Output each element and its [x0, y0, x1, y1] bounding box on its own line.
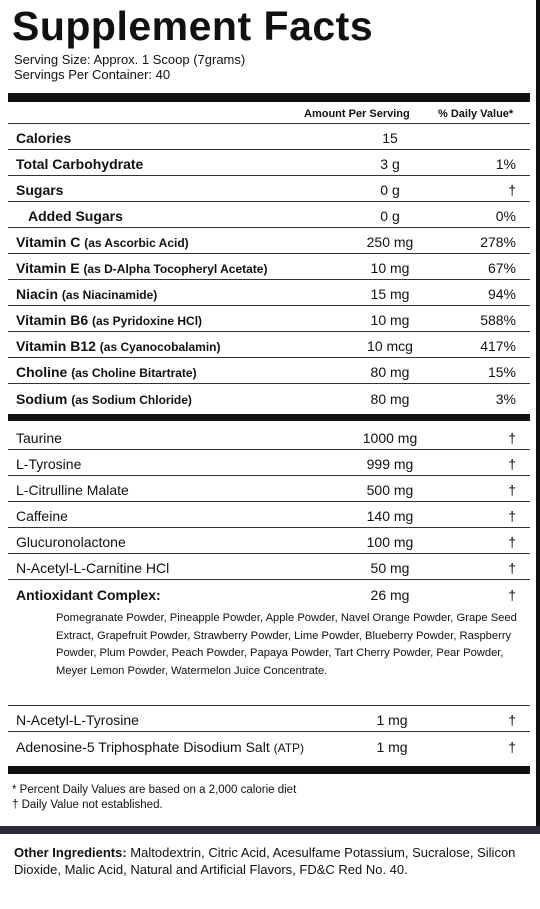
nutrient-row [8, 254, 530, 280]
nutrient-dv: 0% [495, 208, 516, 224]
other-ingredients-text: Maltodextrin, Citric Acid, Acesulfame Potassium, Sucralose, Silicon Dioxide, Malic Acid, Natural and Artificial Flavors, FD&C Red No. 40. [14, 845, 516, 877]
nutrient-row [8, 280, 530, 306]
nutrient-name: Calories [16, 130, 72, 146]
ingredient-name: Glucuronolactone [16, 534, 126, 550]
other-ingredients-label: Other Ingredients: [14, 845, 127, 860]
ingredient-row [8, 580, 530, 606]
servings-per-container: Servings Per Container: 40 [14, 67, 171, 82]
nutrient-name: Vitamin C (as Ascorbic Acid) [16, 234, 189, 250]
nutrient-row [8, 306, 530, 332]
ingredient-row [8, 502, 530, 528]
serving-size: Serving Size: Approx. 1 Scoop (7grams) [14, 52, 246, 67]
nutrient-row [8, 358, 530, 384]
ingredient-row [8, 424, 530, 450]
ingredient-dv: † [508, 739, 516, 755]
nutrient-amount: 0 g [380, 208, 400, 224]
ingredient-dv: † [508, 534, 516, 550]
ingredient-row [8, 476, 530, 502]
ingredient-amount: 1 mg [376, 739, 408, 755]
nutrient-dv: 588% [480, 312, 516, 328]
ingredient-dv: † [508, 430, 516, 446]
ingredient-name: Caffeine [16, 508, 68, 524]
ingredient-amount: 1000 mg [362, 430, 418, 446]
ingredient-name: Adenosine-5 Triphosphate Disodium Salt (ATP) [16, 739, 305, 755]
ingredient-row [8, 706, 530, 732]
ingredient-amount: 26 mg [370, 587, 410, 603]
ingredient-name: N-Acetyl-L-Tyrosine [16, 712, 139, 728]
nutrient-name: Vitamin B6 (as Pyridoxine HCl) [16, 312, 203, 328]
ingredient-row [8, 554, 530, 580]
antioxidant-blend-list: Pomegranate Powder, Pineapple Powder, Apple Powder, Navel Orange Powder, Grape Seed Extract, Grapefruit Powder, Strawberry Powder, Lime Powder, Blueberry Powder, Raspberry Powder, Plum Powder, Peach Powder, Papaya Powder, Tart Cherry Powder, Pear Powder, Meyer Lemon Powder, Watermelon Juice Concentrate. [56, 612, 517, 677]
ingredient-name: N-Acetyl-L-Carnitine HCl [16, 560, 170, 576]
thick-rule [8, 414, 530, 421]
nutrient-amount: 10 mg [370, 312, 410, 328]
nutrient-row [8, 124, 530, 150]
thick-rule [8, 766, 530, 774]
nutrient-row [8, 176, 530, 202]
nutrient-amount: 3 g [380, 156, 400, 172]
amount-header: Amount Per Serving [304, 108, 410, 120]
nutrient-row [8, 384, 530, 410]
nutrient-row [8, 150, 530, 176]
ingredient-name: L-Tyrosine [16, 456, 82, 472]
nutrient-dv: 15% [487, 364, 516, 380]
footnote-daily-values: * Percent Daily Values are based on a 2,000 calorie diet [12, 784, 297, 796]
ingredient-dv: † [508, 560, 516, 576]
ingredient-amount: 999 mg [366, 456, 414, 472]
nutrient-dv: 3% [495, 391, 516, 407]
ingredient-name: Antioxidant Complex: [16, 587, 161, 603]
ingredient-dv: † [508, 508, 516, 524]
ingredient-dv: † [508, 456, 516, 472]
nutrient-name: Added Sugars [28, 208, 123, 224]
nutrient-amount: 80 mg [370, 364, 410, 380]
ingredient-amount: 50 mg [370, 560, 410, 576]
ingredient-row [8, 450, 530, 476]
nutrient-row [8, 228, 530, 254]
nutrient-name: Sugars [16, 182, 64, 198]
ingredient-amount: 1 mg [376, 712, 408, 728]
nutrient-dv: † [508, 182, 516, 198]
column-header [8, 102, 530, 124]
panel-title: Supplement Facts [12, 3, 374, 49]
nutrient-dv: 278% [480, 234, 516, 250]
nutrient-row [8, 332, 530, 358]
ingredient-amount: 500 mg [366, 482, 414, 498]
nutrient-name: Total Carbohydrate [16, 156, 144, 172]
ingredient-dv: † [508, 712, 516, 728]
nutrient-name: Vitamin E (as D-Alpha Tocopheryl Acetate) [16, 260, 268, 276]
thick-rule [8, 93, 530, 102]
nutrient-amount: 10 mg [370, 260, 410, 276]
ingredient-dv: † [508, 587, 516, 603]
nutrient-amount: 10 mcg [367, 338, 413, 354]
daily-value-header: % Daily Value* [438, 108, 514, 120]
nutrient-dv: 67% [487, 260, 516, 276]
nutrient-amount: 250 mg [366, 234, 414, 250]
section-divider [0, 826, 540, 834]
nutrient-name: Niacin (as Niacinamide) [16, 286, 158, 302]
nutrient-name: Choline (as Choline Bitartrate) [16, 364, 197, 380]
nutrient-amount: 15 mg [370, 286, 410, 302]
ingredient-amount: 100 mg [366, 534, 414, 550]
ingredient-amount: 140 mg [366, 508, 414, 524]
ingredient-row [8, 732, 530, 758]
nutrient-name: Vitamin B12 (as Cyanocobalamin) [16, 338, 221, 354]
ingredient-name: L-Citrulline Malate [16, 482, 129, 498]
nutrient-dv: 94% [487, 286, 516, 302]
ingredient-row [8, 528, 530, 554]
nutrient-row [8, 202, 530, 228]
nutrient-amount: 80 mg [370, 391, 410, 407]
ingredient-dv: † [508, 482, 516, 498]
nutrient-name: Sodium (as Sodium Chloride) [16, 391, 192, 407]
nutrient-dv: 417% [480, 338, 516, 354]
nutrient-dv: 1% [495, 156, 516, 172]
nutrient-amount: 15 [382, 130, 398, 146]
other-ingredients [14, 844, 524, 878]
ingredient-name: Taurine [16, 430, 62, 446]
footnote-not-established: † Daily Value not established. [12, 799, 163, 811]
nutrient-amount: 0 g [380, 182, 400, 198]
